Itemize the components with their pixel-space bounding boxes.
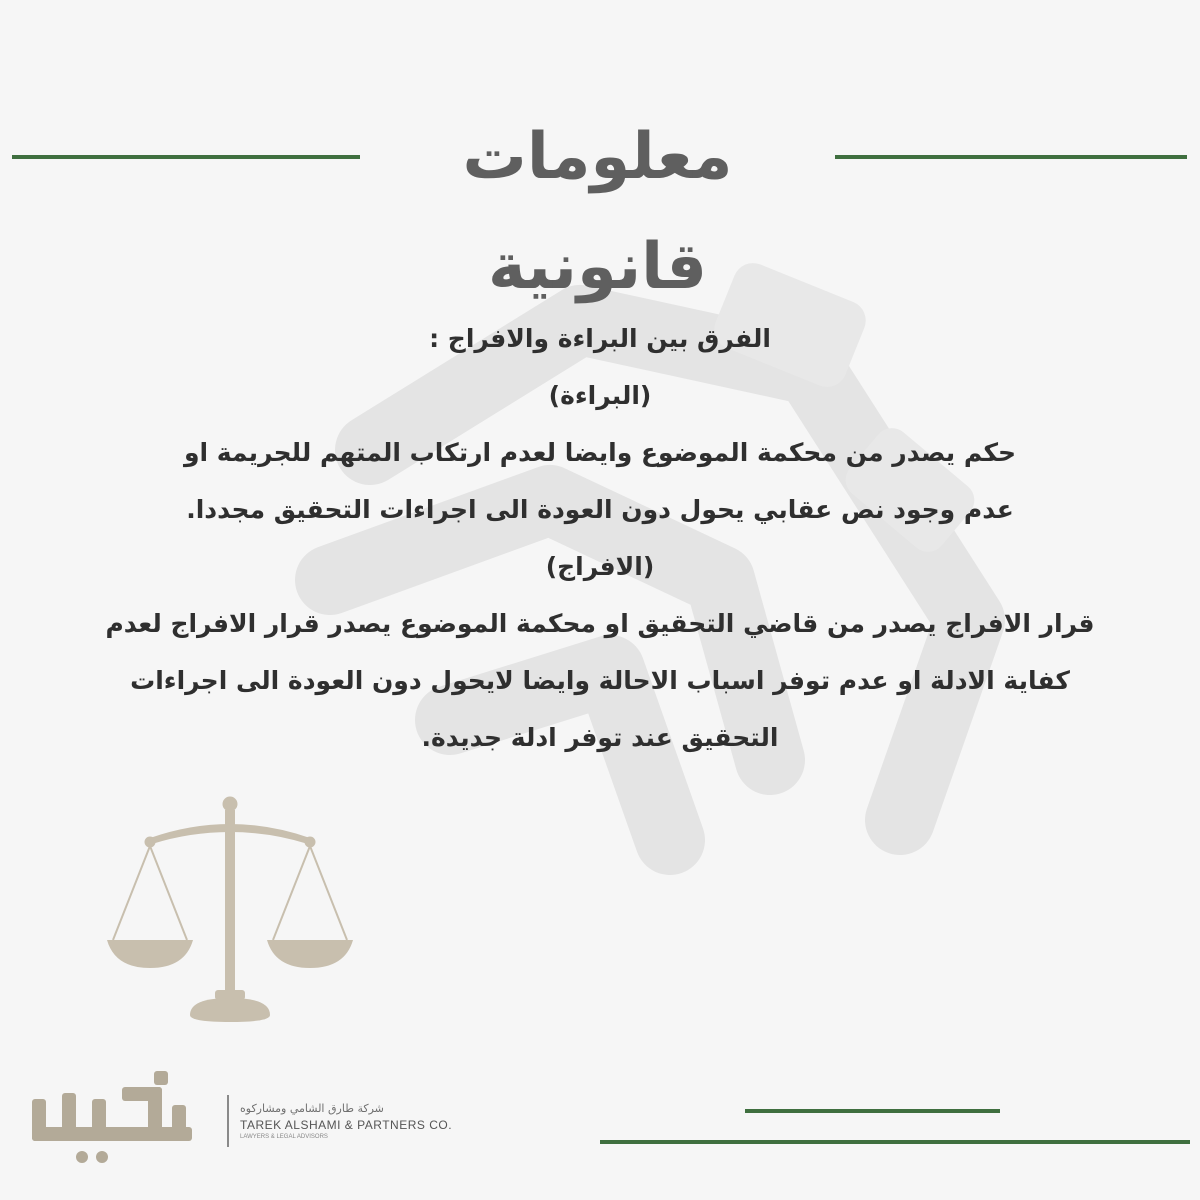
legal-info-body bbox=[40, 310, 1160, 766]
paragraph-release-line-3: التحقيق عند توفر ادلة جديدة. bbox=[421, 723, 779, 752]
page-title: معلومات قانونية bbox=[462, 120, 733, 304]
logo-divider bbox=[227, 1095, 229, 1147]
heading-difference: الفرق بين البراءة والافراج : bbox=[429, 324, 771, 353]
company-name-block bbox=[240, 1101, 453, 1142]
title-divider-left bbox=[12, 155, 360, 159]
paragraph-acquittal-line-2: عدم وجود نص عقابي يحول دون العودة الى اجراءات التحقيق مجددا. bbox=[186, 495, 1014, 524]
company-logo-mark bbox=[22, 1065, 212, 1175]
header bbox=[0, 100, 1200, 304]
title-divider-right bbox=[835, 155, 1187, 159]
paragraph-release-line-1: قرار الافراج يصدر من قاضي التحقيق او محكمة الموضوع يصدر قرار الافراج لعدم bbox=[105, 609, 1095, 638]
company-name-arabic: شركة طارق الشامي ومشاركوه bbox=[240, 1102, 384, 1115]
company-tagline: LAWYERS & LEGAL ADVISORS bbox=[240, 1134, 328, 1140]
company-name-english: TAREK ALSHAMI & PARTNERS CO. bbox=[240, 1118, 453, 1132]
paragraph-acquittal-line-1: حكم يصدر من محكمة الموضوع وايضا لعدم ارتكاب المتهم للجريمة او bbox=[183, 438, 1017, 467]
paragraph-release-line-2: كفاية الادلة او عدم توفر اسباب الاحالة وايضا لايحول دون العودة الى اجراءات bbox=[130, 666, 1070, 695]
company-logo bbox=[22, 1065, 453, 1175]
subheading-release: (الافراج) bbox=[545, 552, 655, 581]
footer-divider-top bbox=[745, 1109, 1000, 1113]
scales-of-justice-icon bbox=[95, 790, 365, 1035]
footer-divider-bottom bbox=[600, 1140, 1190, 1144]
subheading-acquittal: (البراءة) bbox=[548, 381, 652, 410]
